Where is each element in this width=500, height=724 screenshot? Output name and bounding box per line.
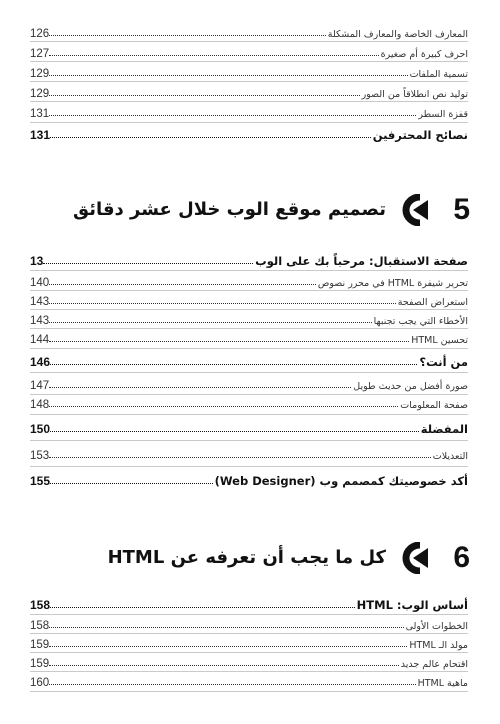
leader-dots [49, 457, 431, 458]
leader-dots [49, 627, 403, 628]
toc-entry-title: توليد نص انطلاقاً من الصور [361, 89, 468, 100]
toc-entry [30, 614, 468, 632]
chapter-number: 6 [453, 541, 470, 574]
toc-entry-page: 131 [30, 128, 51, 142]
toc-entry [30, 290, 468, 308]
chapter-5-heading [30, 190, 470, 230]
toc-entry [30, 652, 468, 670]
toc-entry-title: مولد الـ HTML [409, 640, 468, 651]
toc-entry-page: 153 [30, 450, 50, 462]
toc-entry-page: 159 [30, 658, 50, 670]
leader-dots [49, 322, 371, 323]
toc-entry-title: الخطوات الأولى [405, 621, 468, 632]
leader-dots [49, 35, 326, 36]
leader-dots [50, 483, 213, 484]
chapter-arrow-icon [398, 542, 432, 574]
toc-section-entry [30, 470, 468, 488]
toc-entry [30, 671, 468, 689]
divider [30, 414, 468, 415]
toc-entry-title: تسمية الملفات [409, 69, 468, 80]
leader-dots [50, 137, 371, 138]
toc-entry-title: ماهية HTML [417, 678, 468, 689]
leader-dots [50, 364, 417, 365]
toc-section-entry [30, 250, 468, 268]
toc-entry-page: 140 [30, 277, 50, 289]
leader-dots [49, 303, 396, 304]
divider [30, 348, 468, 349]
toc-entry-page: 129 [30, 68, 50, 80]
toc-entry-title: صورة أفضل من حديث طويل [353, 381, 468, 392]
toc-entry-page: 155 [30, 474, 51, 488]
divider [30, 691, 468, 692]
leader-dots [43, 263, 253, 264]
toc-entry-page: 131 [30, 108, 50, 120]
toc-entry-title: تحرير شيفرة HTML في محرر نصوص [317, 278, 468, 289]
toc-entry-title: التعديلات [432, 451, 468, 462]
leader-dots [49, 341, 409, 342]
leader-dots [50, 431, 419, 432]
leader-dots [49, 665, 399, 666]
leader-dots [50, 607, 355, 608]
toc-entry-page: 144 [30, 334, 50, 346]
toc-entry-title: اقتحام عالم جديد [400, 659, 468, 670]
leader-dots [49, 406, 398, 407]
toc-entry [30, 42, 468, 60]
toc-entry [30, 62, 468, 80]
leader-dots [49, 684, 415, 685]
toc-entry [30, 82, 468, 100]
toc-entry [30, 271, 468, 289]
divider [30, 466, 468, 467]
toc-entry-page: 129 [30, 88, 50, 100]
leader-dots [49, 115, 416, 116]
toc-section-entry [30, 418, 468, 436]
toc-entry-page: 146 [30, 355, 51, 369]
toc-entry-title: الأخطاء التي يجب تجنبها [373, 316, 468, 327]
leader-dots [49, 55, 378, 56]
toc-section-entry [30, 124, 468, 142]
toc-entry [30, 633, 468, 651]
toc-section-entry [30, 594, 468, 612]
toc-entry-title: من أنت؟ [419, 355, 468, 369]
toc-entry-title: صفحة المعلومات [400, 400, 468, 411]
chapter-title: تصميم موقع الوب خلال عشر دقائق [72, 199, 386, 220]
toc-entry-title: احرف كبيرة أم صغيرة [380, 49, 468, 60]
chapter-6-heading [30, 538, 470, 578]
leader-dots [49, 646, 407, 647]
divider [30, 372, 468, 373]
toc-entry-page: 147 [30, 380, 50, 392]
chapter-title: كل ما يجب أن تعرفه عن HTML [107, 547, 386, 568]
toc-entry-title: المعارف الخاصة والمعارف المشكلة [327, 29, 468, 40]
leader-dots [49, 284, 316, 285]
toc-entry [30, 444, 468, 462]
toc-entry-title: المفضلة [420, 422, 468, 436]
toc-entry-page: 160 [30, 677, 50, 689]
toc-entry-page: 158 [30, 598, 51, 612]
toc-entry-title: نصائح المحترفين [372, 128, 468, 142]
toc-entry-page: 158 [30, 620, 50, 632]
divider [30, 122, 468, 123]
toc-entry [30, 328, 468, 346]
leader-dots [49, 387, 351, 388]
toc-entry-page: 143 [30, 296, 50, 308]
toc-entry-page: 143 [30, 315, 50, 327]
toc-entry-page: 148 [30, 399, 50, 411]
leader-dots [49, 75, 407, 76]
toc-entry-title: أساس الوب: HTML [356, 598, 468, 612]
toc-entry [30, 102, 468, 120]
toc-entry-page: 13 [30, 254, 44, 268]
toc-section-entry [30, 351, 468, 369]
chapter-number: 5 [453, 193, 470, 226]
toc-entry-page: 150 [30, 422, 51, 436]
chapter-arrow-icon [398, 194, 432, 226]
toc-entry-page: 126 [30, 28, 50, 40]
toc-entry-page: 159 [30, 639, 50, 651]
toc-entry [30, 22, 468, 40]
toc-entry [30, 309, 468, 327]
toc-entry-title: صفحة الاستقبال: مرحباً بك على الوب [255, 254, 468, 268]
toc-entry-page: 127 [30, 48, 50, 60]
toc-entry-title: استعراض الصفحة [397, 297, 468, 308]
toc-entry-title: تحسين HTML [411, 335, 468, 346]
leader-dots [49, 95, 359, 96]
toc-entry [30, 393, 468, 411]
toc-entry-title: أكد خصوصيتك كمصمم وب (Web Designer) [214, 474, 468, 488]
divider [30, 440, 468, 441]
toc-entry [30, 374, 468, 392]
toc-entry-title: قفزة السطر [418, 109, 468, 120]
